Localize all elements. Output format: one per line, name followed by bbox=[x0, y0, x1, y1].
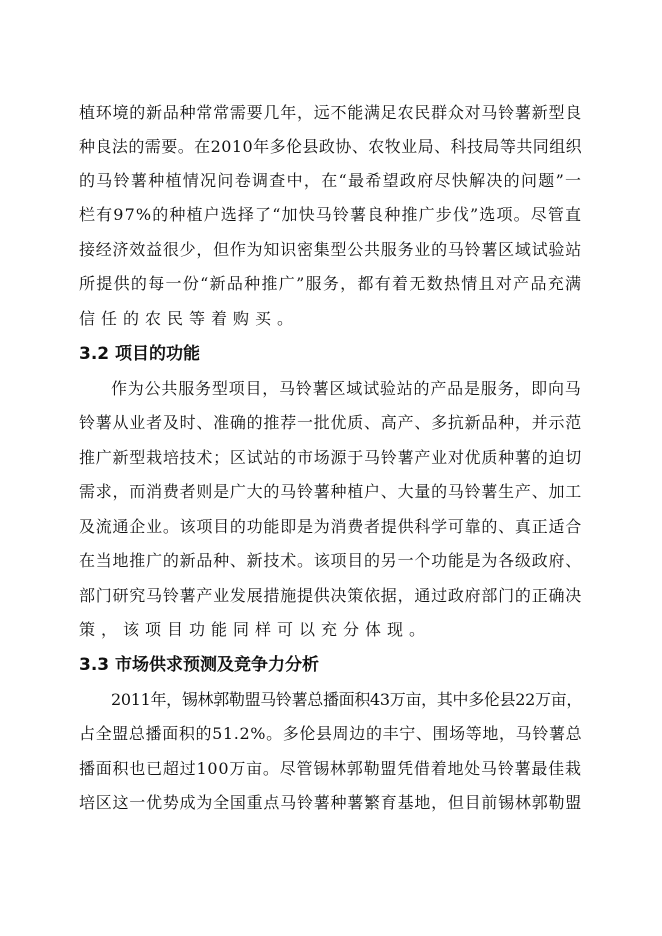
section-heading-3-3: 3.3 市场供求预测及竞争力分析 bbox=[79, 655, 320, 675]
paragraph-line: 植环境的新品种常常需要几年，远不能满足农民群众对马铃薯新型良 bbox=[79, 103, 583, 122]
paragraph-line: 铃薯从业者及时、准确的推荐一批优质、高产、多抗新品种，并示范 bbox=[79, 413, 583, 432]
paragraph-line: 所提供的每一份“新品种推广”服务，都有着无数热情且对产品充满 bbox=[79, 274, 583, 293]
paragraph-line: 种良法的需要。在2010年多伦县政协、农牧业局、科技局等共同组织 bbox=[79, 137, 583, 156]
paragraph-line: 策，该项目功能同样可以充分体现。 bbox=[79, 620, 432, 639]
paragraph-line: 占全盟总播面积的51.2%。多伦县周边的丰宁、围场等地，马铃薯总 bbox=[79, 724, 583, 743]
paragraph-line: 信任的农民等着购买。 bbox=[79, 309, 300, 328]
paragraph-line: 播面积也已超过100万亩。尽管锡林郭勒盟凭借着地处马铃薯最佳栽 bbox=[79, 759, 582, 778]
section-heading-3-2: 3.2 项目的功能 bbox=[79, 344, 201, 364]
paragraph-line: 在当地推广的新品种、新技术。该项目的另一个功能是为各级政府、 bbox=[79, 551, 583, 570]
paragraph-line: 需求，而消费者则是广大的马铃薯种植户、大量的马铃薯生产、加工 bbox=[79, 482, 583, 501]
paragraph-line: 接经济效益很少，但作为知识密集型公共服务业的马铃薯区域试验站 bbox=[79, 240, 583, 259]
paragraph-line: 的马铃薯种植情况问卷调查中，在“最希望政府尽快解决的问题”一 bbox=[79, 171, 583, 190]
paragraph-line: 栏有97%的种植户选择了“加快马铃薯良种推广步伐”选项。尽管直 bbox=[79, 205, 583, 224]
paragraph-line: 部门研究马铃薯产业发展措施提供决策依据，通过政府部门的正确决 bbox=[79, 586, 583, 605]
paragraph-line: 及流通企业。该项目的功能即是为消费者提供科学可靠的、真正适合 bbox=[79, 517, 583, 536]
paragraph-line: 培区这一优势成为全国重点马铃薯种薯繁育基地，但目前锡林郭勒盟 bbox=[79, 793, 583, 812]
paragraph-line: 2011年，锡林郭勒盟马铃薯总播面积43万亩，其中多伦县22万亩， bbox=[111, 690, 583, 709]
paragraph-line: 推广新型栽培技术；区试站的市场源于马铃薯产业对优质种薯的迫切 bbox=[79, 448, 583, 467]
paragraph-line: 作为公共服务型项目，马铃薯区域试验站的产品是服务，即向马 bbox=[111, 379, 582, 398]
